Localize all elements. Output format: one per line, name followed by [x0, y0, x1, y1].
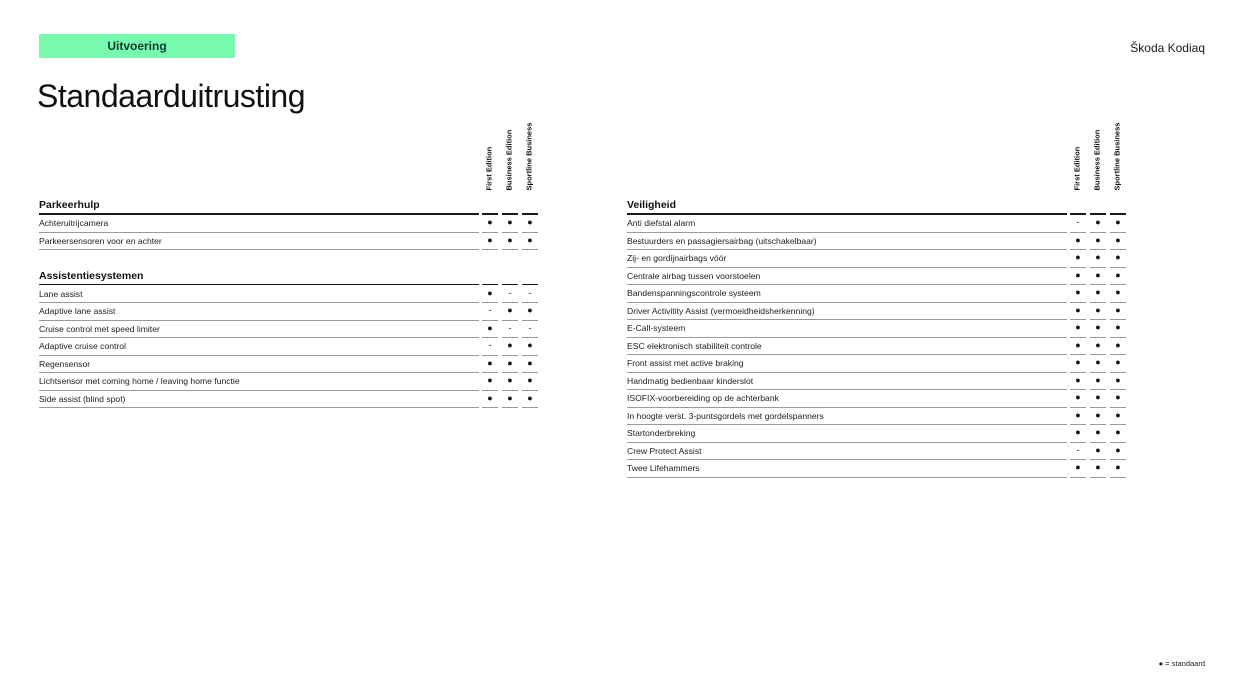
feature-label: Twee Lifehammers: [627, 463, 700, 473]
column-header-first-edition: First Edition: [484, 146, 494, 191]
standard-mark: ●: [1115, 287, 1121, 297]
standard-mark: ●: [1075, 392, 1081, 402]
not-available-mark: -: [1076, 444, 1080, 455]
standard-mark: ●: [487, 322, 493, 333]
standard-mark: ●: [507, 340, 513, 350]
column-header-first-edition: First Edition: [1072, 146, 1082, 191]
feature-label: Lichtsensor met coming home / leaving home functie: [39, 376, 240, 386]
brand-name: Škoda Kodiaq: [1130, 41, 1205, 55]
page-title: Standaarduitrusting: [37, 78, 306, 114]
standard-mark: ●: [527, 305, 533, 315]
row-rule: [627, 477, 1067, 478]
feature-label: Front assist met active braking: [627, 358, 744, 368]
standard-mark: ●: [1115, 462, 1121, 472]
feature-label: Anti diefstal alarm: [627, 218, 696, 228]
table-row: [39, 286, 541, 304]
feature-label: Centrale airbag tussen voorstoelen: [627, 270, 761, 281]
standard-mark: ●: [1075, 339, 1081, 350]
standard-mark: ●: [527, 340, 533, 350]
feature-label: Handmatig bedienbaar kinderslot: [627, 375, 754, 386]
standard-mark: ●: [1075, 234, 1081, 245]
standard-mark: ●: [1075, 374, 1081, 385]
section-heading: [39, 199, 479, 214]
column-header-business-edition: Business Edition: [504, 129, 514, 191]
standard-mark: ●: [1075, 357, 1081, 367]
standard-mark: ●: [507, 234, 513, 245]
standard-mark: ●: [1095, 322, 1101, 332]
table-row: [39, 338, 541, 356]
table-row: [627, 268, 1129, 286]
table-row: [627, 285, 1129, 303]
table-row: [627, 355, 1129, 373]
standard-mark: ●: [1095, 234, 1101, 245]
feature-label: Crew Protect Assist: [627, 445, 702, 456]
table-row: [627, 425, 1129, 443]
table-row: [627, 460, 1129, 478]
standard-mark: ●: [487, 234, 493, 245]
feature-label: ISOFIX-voorbereiding op de achterbank: [627, 393, 779, 403]
standard-mark: ●: [527, 217, 533, 227]
feature-label: Adaptive cruise control: [39, 341, 126, 351]
standard-mark: ●: [1115, 234, 1121, 245]
table-row: [39, 356, 541, 374]
standard-mark: ●: [1095, 462, 1101, 472]
table-row: [627, 320, 1129, 338]
cell-rule: [1070, 477, 1086, 478]
section-heading: [39, 270, 479, 285]
cell-rule: [482, 249, 498, 250]
feature-label: Lane assist: [39, 288, 83, 299]
not-available-mark: -: [488, 340, 492, 350]
standard-mark: ●: [1095, 357, 1101, 367]
standard-mark: ●: [487, 392, 493, 403]
standard-mark: ●: [1095, 444, 1101, 455]
standard-mark: ●: [1075, 304, 1081, 315]
not-available-mark: -: [508, 322, 512, 333]
standard-mark: ●: [1075, 427, 1081, 437]
standard-mark: ●: [1095, 252, 1101, 262]
table-row: [627, 390, 1129, 408]
standard-mark: ●: [507, 375, 513, 385]
column-header-sportline-business: Sportline Business: [1112, 122, 1122, 191]
standard-mark: ●: [1115, 339, 1121, 350]
standard-mark: ●: [1075, 252, 1081, 262]
table-row: [627, 233, 1129, 251]
standard-mark: ●: [527, 375, 533, 385]
section-title: Assistentiesystemen: [39, 269, 144, 282]
standard-mark: ●: [1115, 304, 1121, 315]
table-row: [627, 250, 1129, 268]
table-row: [627, 303, 1129, 321]
section-title: Parkeerhulp: [39, 199, 100, 211]
feature-label: Parkeersensoren voor en achter: [39, 235, 162, 246]
cell-rule: [522, 407, 538, 408]
feature-label: Driver Activitity Assist (vermoeidheidsherkenning): [627, 305, 815, 316]
standard-mark: ●: [1115, 392, 1121, 402]
legend: ● = standaard: [1158, 659, 1205, 668]
standard-mark: ●: [527, 392, 533, 403]
table-row: [627, 443, 1129, 461]
not-available-mark: -: [1076, 217, 1080, 227]
row-rule: [39, 249, 479, 250]
table-row: [39, 391, 541, 409]
feature-label: Regensensor: [39, 358, 91, 369]
row-rule: [39, 407, 479, 408]
cell-rule: [1090, 477, 1106, 478]
standard-mark: ●: [1095, 304, 1101, 315]
standard-mark: ●: [1095, 392, 1101, 402]
standard-mark: ●: [1115, 427, 1121, 437]
not-available-mark: -: [528, 322, 532, 333]
cell-rule: [522, 249, 538, 250]
table-row: [39, 233, 541, 251]
standard-mark: ●: [1095, 427, 1101, 437]
standard-mark: ●: [1075, 462, 1081, 472]
feature-label: Side assist (blind spot): [39, 393, 126, 404]
cell-rule: [502, 249, 518, 250]
standard-mark: ●: [487, 287, 493, 298]
feature-label: Bestuurders en passagiersairbag (uitschakelbaar): [627, 235, 817, 246]
standard-mark: ●: [527, 357, 533, 368]
table-row: [627, 373, 1129, 391]
feature-label: Bandenspanningscontrole systeem: [627, 288, 761, 298]
standard-mark: ●: [527, 234, 533, 245]
standard-mark: ●: [1075, 269, 1081, 280]
feature-label: Startonderbreking: [627, 428, 696, 438]
feature-label: E-Call-systeem: [627, 323, 686, 333]
standard-mark: ●: [1115, 269, 1121, 280]
column-header-sportline-business: Sportline Business: [524, 122, 534, 191]
standard-mark: ●: [507, 357, 513, 368]
standard-mark: ●: [1115, 357, 1121, 367]
feature-label: Zij- en gordijnairbags vóór: [627, 253, 727, 263]
standard-mark: ●: [1095, 374, 1101, 385]
table-row: [627, 408, 1129, 426]
feature-label: Adaptive lane assist: [39, 306, 116, 316]
standard-mark: ●: [1095, 287, 1101, 297]
standard-mark: ●: [1095, 409, 1101, 420]
cell-rule: [1110, 477, 1126, 478]
standard-mark: ●: [487, 375, 493, 385]
table-row: [39, 303, 541, 321]
standard-mark: ●: [1115, 409, 1121, 420]
section-title: Veiligheid: [627, 199, 677, 211]
standard-mark: ●: [507, 392, 513, 403]
column-header-business-edition: Business Edition: [1092, 129, 1102, 191]
standard-mark: ●: [1115, 444, 1121, 455]
standard-mark: ●: [1115, 322, 1121, 332]
not-available-mark: -: [488, 305, 492, 315]
standard-mark: ●: [1115, 217, 1121, 227]
section-tag: Uitvoering: [39, 34, 235, 58]
standard-mark: ●: [1115, 252, 1121, 262]
table-row: [39, 215, 541, 233]
standard-mark: ●: [487, 357, 493, 368]
standard-mark: ●: [1075, 409, 1081, 420]
standard-mark: ●: [1095, 269, 1101, 280]
standard-mark: ●: [1095, 339, 1101, 350]
not-available-mark: -: [508, 287, 512, 298]
section-heading: [627, 199, 1067, 214]
standard-mark: ●: [1115, 374, 1121, 385]
cell-rule: [502, 407, 518, 408]
not-available-mark: -: [528, 287, 532, 298]
feature-label: Achteruitrijcamera: [39, 218, 109, 228]
feature-label: ESC elektronisch stabiliteit controle: [627, 340, 762, 351]
table-row: [39, 373, 541, 391]
standard-mark: ●: [507, 217, 513, 227]
standard-mark: ●: [487, 217, 493, 227]
standard-mark: ●: [1075, 287, 1081, 297]
standard-mark: ●: [1075, 322, 1081, 332]
table-row: [627, 215, 1129, 233]
feature-label: Cruise control met speed limiter: [39, 323, 160, 334]
table-row: [39, 321, 541, 339]
standard-mark: ●: [1095, 217, 1101, 227]
table-row: [627, 338, 1129, 356]
standard-mark: ●: [507, 305, 513, 315]
cell-rule: [482, 407, 498, 408]
feature-label: In hoogte verst. 3-puntsgordels met gordelspanners: [627, 410, 824, 421]
